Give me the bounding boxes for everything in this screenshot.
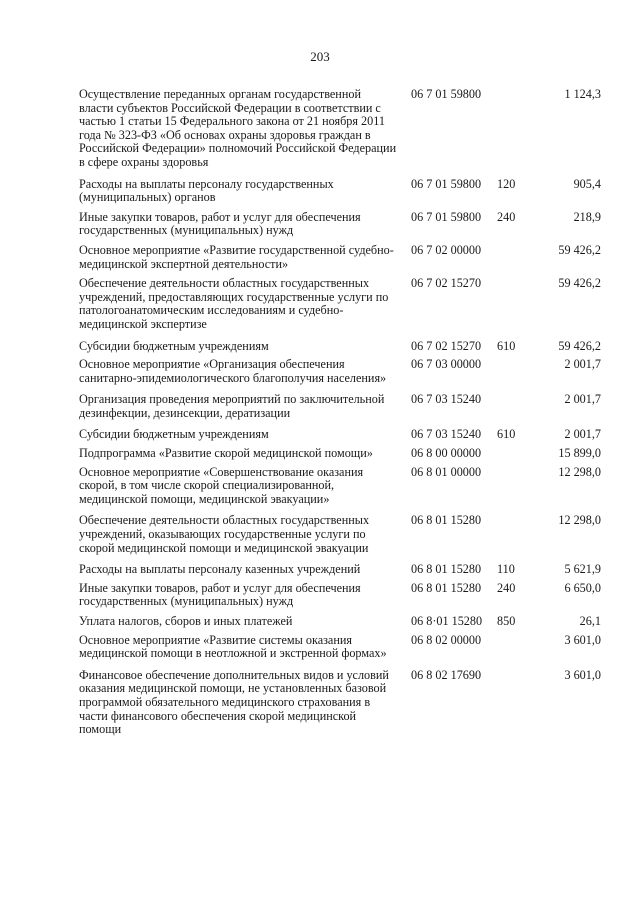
table-row [79, 88, 604, 170]
row-code: 06 7 01 59800 [411, 87, 482, 101]
row-code: 06 8 02 00000 [411, 632, 482, 647]
row-expense-type: 240 [497, 580, 516, 595]
row-expense-type: 120 [497, 176, 516, 191]
row-amount: 59 426,2 [558, 242, 601, 257]
row-description: Осуществление переданных органам государственной власти субъектов Российской Федерации в соответствии с частью 1 статьи 15 Федерального закона от 21 ноября 2011 года № 323-ФЗ «Об основах охраны здоровья граждан в Российской Федерации» полномочий Российской Федерации в сфере охраны здоровья [79, 87, 397, 169]
row-amount: 59 426,2 [558, 276, 601, 291]
row-description: Обеспечение деятельности областных государственных учреждений, предоставляющих государственные услуги по патологоанатомическим исследованиям и судебно-медицинской экспертизе [79, 276, 389, 331]
row-code: 06 8 01 15280 [411, 562, 482, 577]
row-amount: 2 001,7 [564, 357, 601, 372]
table-row [79, 615, 604, 629]
row-description: Основное мероприятие «Развитие государственной судебно-медицинской экспертной деятельности» [79, 242, 394, 271]
row-code: 06 7 01 59800 [411, 176, 482, 191]
row-expense-type: 610 [497, 427, 516, 442]
row-description: Субсидии бюджетным учреждениям [79, 338, 269, 353]
table-row [79, 244, 604, 271]
table-row [79, 514, 604, 555]
row-description: Уплата налогов, сборов и иных платежей [79, 614, 293, 628]
row-code: 06 8 02 17690 [411, 667, 482, 682]
table-row [79, 277, 604, 331]
row-expense-type: 240 [497, 209, 516, 224]
row-amount: 905,4 [573, 176, 601, 191]
row-expense-type: 610 [497, 338, 516, 353]
row-description: Основное мероприятие «Совершенствование оказания скорой, в том числе скорой специализированной, медицинской помощи, медицинской эвакуации» [79, 464, 364, 506]
row-code: 06 8·01 15280 [411, 614, 483, 628]
table-row [79, 582, 604, 609]
row-description: Финансовое обеспечение дополнительных видов и условий оказания медицинской помощи, не установленных базовой программой обязательного медицинского страхования в части финансового обеспечения скорой медицинской помощи [79, 667, 389, 737]
row-expense-type: 850 [497, 614, 516, 628]
table-row [79, 563, 604, 577]
row-description: Иные закупки товаров, работ и услуг для обеспечения государственных (муниципальных) нужд [79, 580, 361, 609]
row-description: Основное мероприятие «Организация обеспечения санитарно-эпидемиологического благополучия населения» [79, 357, 387, 385]
row-code: 06 8 01 15280 [411, 580, 482, 595]
row-amount: 26,1 [579, 614, 601, 628]
table-row [79, 669, 604, 737]
row-code: 06 8 01 15280 [411, 513, 482, 528]
page-number: 203 [310, 49, 330, 64]
row-amount: 15 899,0 [558, 446, 601, 461]
row-amount: 12 298,0 [558, 464, 601, 479]
row-amount: 3 601,0 [564, 667, 601, 682]
row-description: Подпрограмма «Развитие скорой медицинской помощи» [79, 446, 373, 461]
row-description: Расходы на выплаты персоналу государственных (муниципальных) органов [79, 176, 334, 205]
table-row [79, 178, 604, 205]
row-code: 06 8 00 00000 [411, 446, 482, 461]
row-code: 06 7 01 59800 [411, 209, 482, 224]
row-amount: 2 001,7 [564, 392, 601, 407]
row-amount: 12 298,0 [558, 513, 601, 528]
row-code: 06 7 03 15240 [411, 392, 482, 407]
row-description: Субсидии бюджетным учреждениям [79, 427, 269, 442]
row-amount: 1 124,3 [564, 87, 601, 101]
row-amount: 218,9 [573, 209, 601, 224]
row-description: Иные закупки товаров, работ и услуг для обеспечения государственных (муниципальных) нужд [79, 209, 361, 238]
row-amount: 2 001,7 [564, 427, 601, 442]
row-amount: 6 650,0 [564, 580, 601, 595]
row-description: Организация проведения мероприятий по заключительной дезинфекции, дезинсекции, дератизации [79, 392, 385, 420]
row-code: 06 7 02 00000 [411, 242, 482, 257]
table-row [79, 428, 604, 442]
budget-table [79, 88, 604, 737]
row-code: 06 7 03 15240 [411, 427, 482, 442]
table-row [79, 634, 604, 661]
row-amount: 3 601,0 [564, 632, 601, 647]
row-amount: 59 426,2 [558, 338, 601, 353]
table-row [79, 358, 604, 385]
row-expense-type: 110 [497, 562, 515, 577]
row-code: 06 7 02 15270 [411, 338, 482, 353]
table-row [79, 393, 604, 420]
row-code: 06 7 03 00000 [411, 357, 482, 372]
table-row [79, 211, 604, 238]
row-description: Обеспечение деятельности областных государственных учреждений, оказывающих государственные услуги по скорой медицинской помощи и медицинской эвакуации [79, 513, 370, 555]
row-amount: 5 621,9 [564, 562, 601, 577]
row-description: Основное мероприятие «Развитие системы оказания медицинской помощи в неотложной и экстренной формах» [79, 632, 387, 661]
table-row [79, 340, 604, 354]
row-code: 06 7 02 15270 [411, 276, 482, 291]
row-code: 06 8 01 00000 [411, 464, 482, 479]
row-description: Расходы на выплаты персоналу казенных учреждений [79, 562, 361, 577]
table-row [79, 447, 604, 461]
table-row [79, 466, 604, 507]
